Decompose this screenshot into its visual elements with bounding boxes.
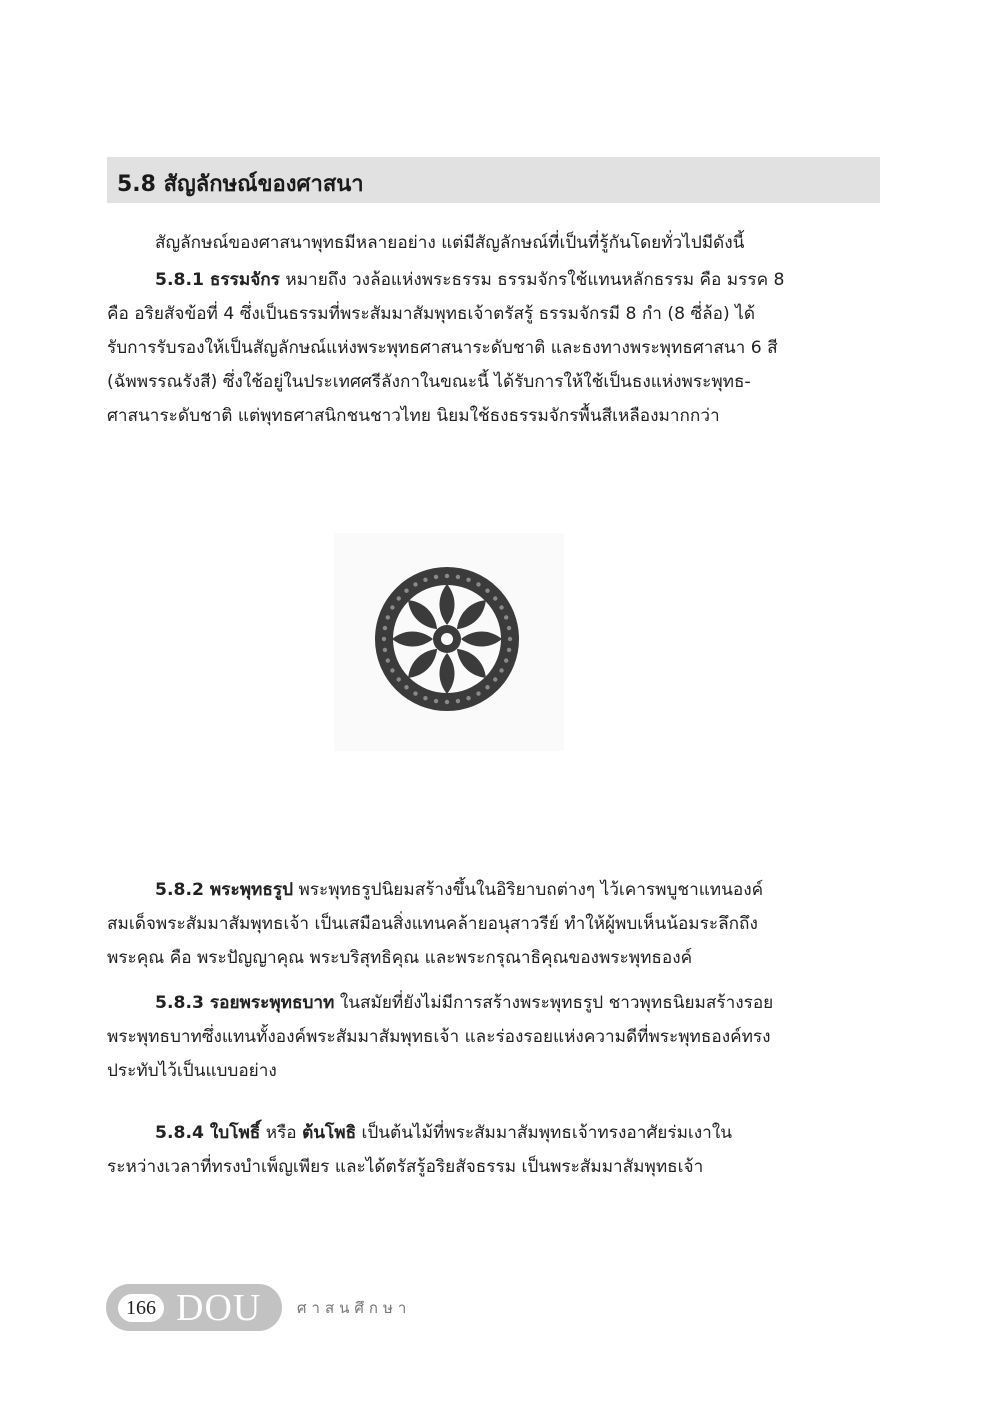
rim-ornament (445, 700, 449, 704)
text-line: ระหว่างเวลาที่ทรงบำเพ็ญเพียร และได้ตรัสรู้อริยสัจธรรม เป็นพระสัมมาสัมพุทธเจ้า (107, 1157, 704, 1177)
wheel-spoke (452, 595, 492, 635)
subsection-heading: 5.8.3 รอยพระพุทธบาท (155, 993, 335, 1013)
wheel-spoke (452, 644, 492, 684)
wheel-spoke (403, 644, 443, 684)
text-line: รับการรับรองให้เป็นสัญลักษณ์แห่งพระพุทธศาสนาระดับชาติ และธงทางพระพุทธศาสนา 6 สี (107, 338, 778, 358)
wheel-spoke (439, 584, 454, 625)
rim-ornament (466, 578, 470, 582)
rim-ornament (382, 637, 386, 641)
paragraph-buddha-footprint (107, 986, 880, 1088)
text-line: (ฉัพพรรณรังสี) ซึ่งใช้อยู่ในประเทศศรีลังกาในขณะนี้ ได้รับการให้ใช้เป็นธงแห่งพระพุทธ- (107, 372, 751, 392)
rim-ornament (499, 605, 503, 609)
rim-ornament (397, 677, 401, 681)
subsection-heading: 5.8.2 พระพุทธรูป (155, 880, 294, 900)
subsection-heading-alt: ต้นโพธิ (302, 1123, 357, 1143)
text-line: พระพุทธบาทซึ่งแทนทั้งองค์พระสัมมาสัมพุทธเจ้า และร่องรอยแห่งความดีที่พระพุทธองค์ทรง (107, 1027, 771, 1047)
rim-ornament (434, 699, 438, 703)
text-span: พระพุทธรูปนิยมสร้างขึ้นในอิริยาบถต่างๆ ไว้เคารพบูชาแทนองค์ (293, 880, 764, 900)
wheel-spoke (392, 631, 433, 646)
rim-ornament (507, 626, 511, 630)
rim-ornament (390, 605, 394, 609)
text-line: สมเด็จพระสัมมาสัมพุทธเจ้า เป็นเสมือนสิ่งแทนคล้ายอนุสาวรีย์ ทำให้ผู้พบเห็นน้อมระลึกถึง (107, 914, 758, 934)
subsection-heading: 5.8.4 ใบโพธิ์ (155, 1123, 261, 1143)
section-heading-bar (107, 157, 880, 203)
rim-ornament (423, 578, 427, 582)
rim-ornament (404, 685, 408, 689)
rim-ornament (445, 574, 449, 578)
rim-ornament (423, 696, 427, 700)
rim-ornament (493, 677, 497, 681)
rim-ornament (485, 589, 489, 593)
paragraph-dharma-wheel (107, 263, 880, 433)
rim-ornament (508, 637, 512, 641)
page-number: 166 (118, 1294, 164, 1322)
subsection-heading: 5.8.1 ธรรมจักร (155, 270, 280, 290)
rim-ornament (397, 596, 401, 600)
text-span: ในสมัยที่ยังไม่มีการสร้างพระพุทธรูป ชาวพุทธนิยมสร้างรอย (334, 993, 774, 1013)
text-line: คือ อริยสัจข้อที่ 4 ซึ่งเป็นธรรมที่พระสัมมาสัมพุทธเจ้าตรัสรู้ ธรรมจักรมี 8 กำ (8 ซี่ล้อ) ได้ (107, 304, 755, 324)
rim-ornament (390, 668, 394, 672)
rim-ornament (413, 582, 417, 586)
rim-ornament (476, 691, 480, 695)
paragraph-buddha-image (107, 873, 880, 975)
rim-ornament (504, 658, 508, 662)
rim-ornament (466, 696, 470, 700)
wheel-spoke (439, 653, 454, 694)
rim-ornament (485, 685, 489, 689)
rim-ornament (404, 589, 408, 593)
text-line: พระคุณ คือ พระปัญญาคุณ พระบริสุทธิคุณ และพระกรุณาธิคุณของพระพุทธองค์ (107, 948, 693, 968)
text-span: เป็นต้นไม้ที่พระสัมมาสัมพุทธเจ้าทรงอาศัยร่มเงาใน (356, 1123, 732, 1143)
rim-ornament (413, 691, 417, 695)
wheel-spoke (461, 631, 502, 646)
course-name: ศาสนศึกษา (297, 1299, 412, 1317)
rim-ornament (383, 626, 387, 630)
rim-ornament (456, 575, 460, 579)
rim-ornament (434, 575, 438, 579)
brand-logo: DOU (176, 1287, 262, 1329)
rim-ornament (493, 596, 497, 600)
intro-paragraph (107, 226, 928, 260)
rim-ornament (507, 648, 511, 652)
text-line: ศาสนาระดับชาติ แต่พุทธศาสนิกชนชาวไทย นิยมใช้ธงธรรมจักรพื้นสีเหลืองมากกว่า (107, 406, 720, 426)
rim-ornament (386, 615, 390, 619)
paragraph-bodhi-tree (107, 1116, 880, 1184)
rim-ornament (456, 699, 460, 703)
rim-ornament (386, 658, 390, 662)
text-span: หรือ (260, 1123, 303, 1143)
rim-ornament (499, 668, 503, 672)
dharma-wheel-figure (334, 533, 564, 751)
text-line: สัญลักษณ์ของศาสนาพุทธมีหลายอย่าง แต่มีสัญลักษณ์ที่เป็นที่รู้กันโดยทั่วไปมีดังนี้ (155, 233, 745, 253)
section-title: 5.8 สัญลักษณ์ของศาสนา (117, 172, 364, 197)
rim-ornament (504, 615, 508, 619)
text-line (107, 1116, 880, 1150)
text-span: หมายถึง วงล้อแห่งพระธรรม ธรรมจักรใช้แทนหลักธรรม คือ มรรค 8 (279, 270, 785, 290)
text-line (107, 263, 880, 297)
footer-badge (106, 1284, 282, 1331)
text-line: ประทับไว้เป็นแบบอย่าง (107, 1061, 277, 1081)
rim-ornament (476, 582, 480, 586)
wheel-spoke (403, 595, 443, 635)
wheel-axle (441, 633, 453, 645)
dharma-wheel-icon (334, 533, 564, 751)
text-line (107, 986, 880, 1020)
text-line (107, 873, 880, 907)
rim-ornament (383, 648, 387, 652)
